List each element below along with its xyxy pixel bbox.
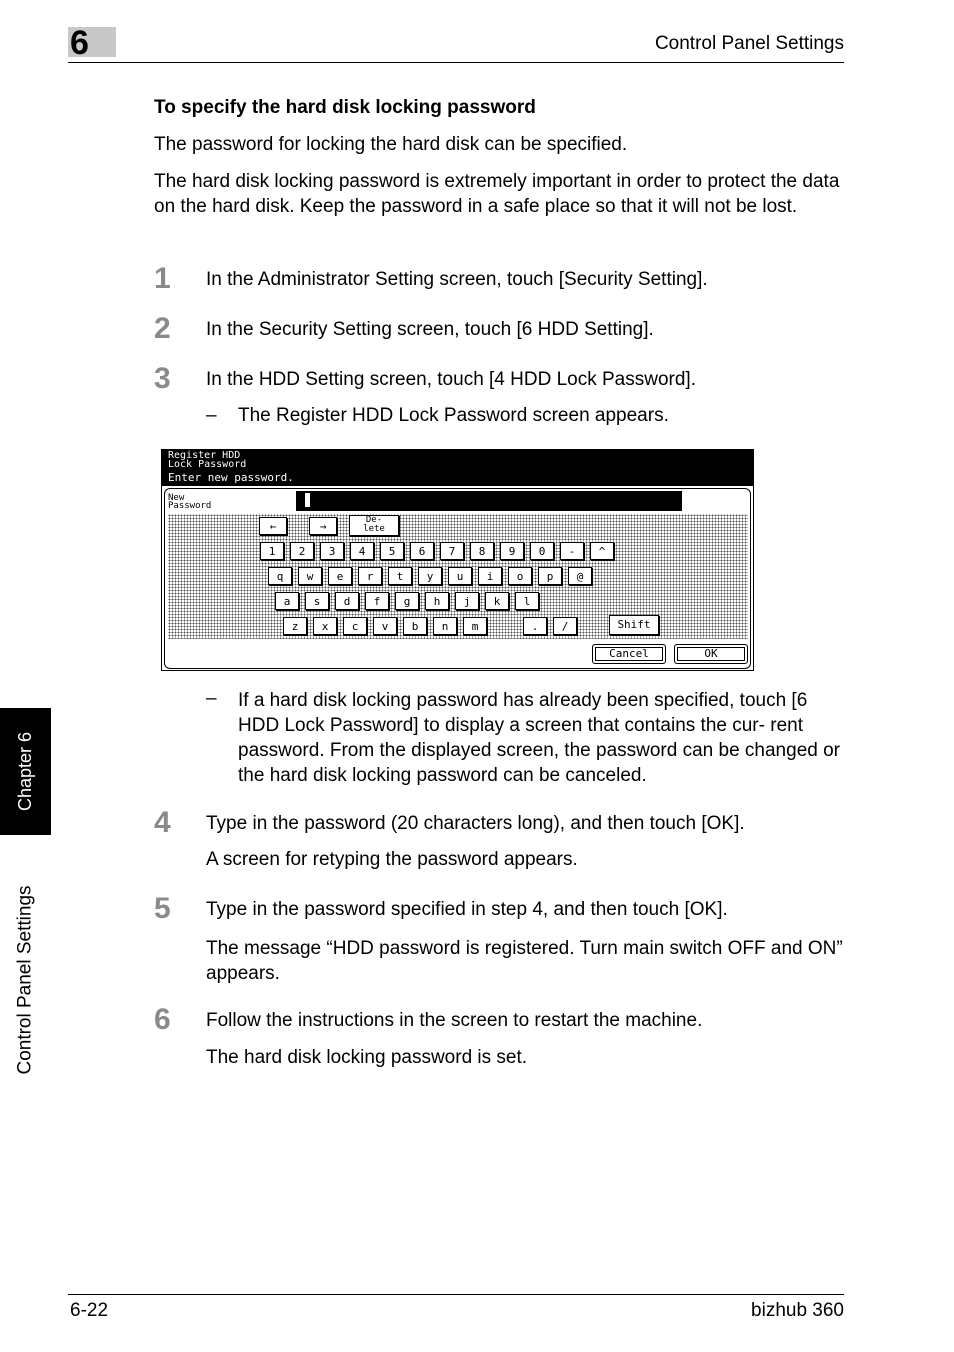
step-result: The hard disk locking password is set. [206,1047,528,1068]
key[interactable]: o [508,567,532,585]
dash-bullet: – [206,688,217,709]
key[interactable]: ^ [590,542,614,560]
key[interactable]: e [328,567,352,585]
key[interactable]: p [538,567,562,585]
page-number: 6-22 [70,1300,109,1321]
side-chapter-label: Chapter 6 [15,731,35,812]
new-password-label: New Password [168,493,212,511]
step-result: A screen for retyping the password appears. [206,849,578,870]
key[interactable]: 3 [320,542,344,560]
step-note: The Register HDD Lock Password screen appears. [238,405,669,426]
key[interactable]: f [365,592,389,610]
step-number: 3 [154,362,171,395]
key[interactable]: u [448,567,472,585]
header-title: Control Panel Settings [654,33,844,54]
step-note: If a hard disk locking password has already been specified, touch [6 HDD Lock Password] to display a screen that contains the cur- rent password. From the displayed screen, the password can be changed or the hard disk locking password can be canceled. [238,690,840,786]
delete-key[interactable]: De- lete [349,515,399,536]
step-text: Follow the instructions in the screen to restart the machine. [206,1010,703,1031]
step-text: In the HDD Setting screen, touch [4 HDD Lock Password]. [206,369,696,390]
key[interactable]: v [373,617,397,635]
product-name: bizhub 360 [751,1300,844,1321]
step-text: Type in the password specified in step 4, and then touch [OK]. [206,899,728,920]
footer-rule [68,1294,844,1295]
key[interactable]: 4 [350,542,374,560]
left-arrow-key[interactable]: ← [259,517,287,535]
key[interactable]: 6 [410,542,434,560]
key[interactable]: @ [568,567,592,585]
key[interactable]: k [485,592,509,610]
key[interactable]: - [560,542,584,560]
intro-paragraph: The hard disk locking password is extremely important in order to protect the data on the hard disk. Keep the password in a safe place so that it will not be lost. [154,171,840,217]
key[interactable]: h [425,592,449,610]
key[interactable]: j [455,592,479,610]
ok-button[interactable]: OK [674,644,748,664]
step-number: 6 [154,1003,171,1036]
register-hdd-lock-password-screen [161,449,754,671]
key[interactable]: a [275,592,299,610]
key[interactable]: n [433,617,457,635]
key[interactable]: m [463,617,487,635]
step-number: 4 [154,806,171,839]
side-section-label: Control Panel Settings [14,885,36,1075]
key[interactable]: q [268,567,292,585]
key[interactable]: 9 [500,542,524,560]
key[interactable]: / [553,617,577,635]
right-arrow-key[interactable]: → [309,517,337,535]
key[interactable]: . [523,617,547,635]
step-text: In the Security Setting screen, touch [6 HDD Setting]. [206,319,654,340]
step-number: 1 [154,262,171,295]
key[interactable]: 2 [290,542,314,560]
step-number: 5 [154,892,171,925]
new-password-field[interactable] [296,491,682,511]
step-text: In the Administrator Setting screen, touch [Security Setting]. [206,269,708,290]
shift-key[interactable]: Shift [609,615,659,635]
dash-bullet: – [206,405,217,426]
section-heading: To specify the hard disk locking password [154,97,536,118]
key[interactable]: w [298,567,322,585]
step-number: 2 [154,312,171,345]
step-result: The message “HDD password is registered. Turn main switch OFF and ON” appears. [206,938,843,984]
key[interactable]: l [515,592,539,610]
key[interactable]: b [403,617,427,635]
key[interactable]: y [418,567,442,585]
chapter-number: 6 [70,24,89,62]
cancel-button[interactable]: Cancel [592,644,666,664]
keyboard-area [168,514,748,639]
side-chapter-label-box [0,708,51,835]
key[interactable]: t [388,567,412,585]
key[interactable]: c [343,617,367,635]
screen-title: Register HDD Lock Password [168,450,247,470]
key[interactable]: 7 [440,542,464,560]
key[interactable]: g [395,592,419,610]
text-cursor [305,493,310,507]
key[interactable]: 0 [530,542,554,560]
screen-message: Enter new password. [168,471,294,484]
key[interactable]: 1 [260,542,284,560]
key[interactable]: s [305,592,329,610]
key[interactable]: d [335,592,359,610]
side-section-label-box [0,845,51,1115]
key[interactable]: x [313,617,337,635]
key[interactable]: i [478,567,502,585]
key[interactable]: 8 [470,542,494,560]
step-text: Type in the password (20 characters long), and then touch [OK]. [206,813,745,834]
key[interactable]: r [358,567,382,585]
header-rule [68,62,844,63]
key[interactable]: 5 [380,542,404,560]
intro-paragraph: The password for locking the hard disk can be specified. [154,134,628,155]
key[interactable]: z [283,617,307,635]
